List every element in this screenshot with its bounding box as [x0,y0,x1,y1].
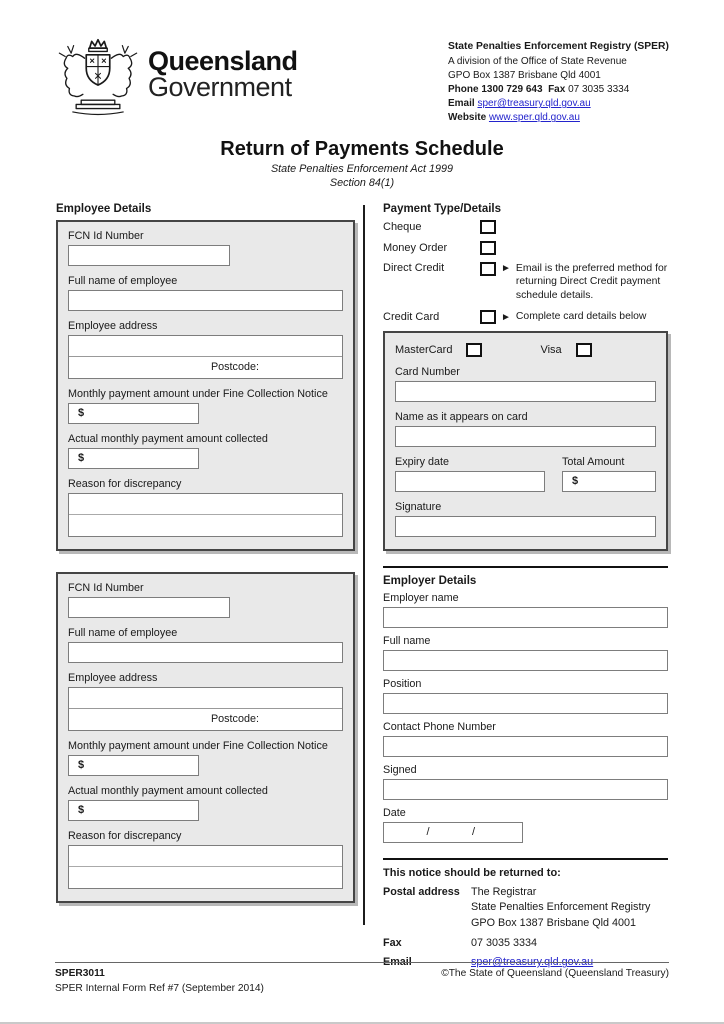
card-details-box [383,331,668,551]
signed-label: Signed [383,763,417,776]
employee-address-label: Employee address [68,671,158,684]
date-label: Date [383,806,406,819]
agency-email-link[interactable]: sper@treasury.qld.gov.au [477,98,591,110]
payment-column [383,203,668,971]
expiry-label: Expiry date [395,455,450,468]
monthly-amount-input-1[interactable] [68,403,199,424]
form-title: Return of Payments Schedule [220,137,504,160]
return-email-label: Email [383,956,412,969]
form-section: Section 84(1) [329,176,395,189]
return-fax-value: 07 3035 3334 [471,936,538,949]
agency-website-row [448,111,670,125]
employer-name-label: Employer name [383,591,459,604]
direct-credit-note: Email is the preferred method for returning Direct Credit payment schedule details. [515,262,668,302]
reason-label: Reason for discrepancy [68,477,182,490]
signature-input[interactable] [395,516,656,537]
payment-type-heading: Payment Type/Details [383,202,502,215]
phone-label: Phone [448,83,479,95]
cheque-checkbox[interactable] [480,220,496,234]
visa-label: Visa [540,343,562,356]
card-type-row [395,343,656,357]
employee-name-input-1[interactable] [68,290,343,311]
fax-label: Fax [548,83,566,95]
phone-number: 1300 729 643 [481,83,543,95]
employee-details-heading: Employee Details [56,202,152,215]
position-label: Position [383,677,422,690]
actual-amount-input-1[interactable] [68,448,199,469]
website-label: Website [448,112,487,124]
reason-line-2[interactable] [69,515,342,536]
card-number-input[interactable] [395,381,656,402]
return-notice-details [383,885,668,971]
logo-line-government: Government [148,72,292,103]
reason-input-1[interactable] [68,493,343,537]
employee-name-label: Full name of employee [68,626,178,639]
logo-wordmark [148,48,298,101]
expiry-input[interactable] [395,471,545,492]
currency-symbol: $ [78,804,85,817]
credit-card-label: Credit Card [383,310,440,323]
address-line-1[interactable] [69,336,342,357]
money-order-checkbox[interactable] [480,241,496,255]
monthly-amount-label: Monthly payment amount under Fine Collection Notice [68,739,328,752]
date-slash: / [426,826,430,839]
fax-number: 07 3035 3334 [568,83,630,95]
card-number-label: Card Number [395,365,460,378]
direct-credit-label: Direct Credit [383,261,445,274]
total-amount-input[interactable] [562,471,656,492]
actual-amount-label: Actual monthly payment amount collected [68,432,268,445]
postcode-label: Postcode: [210,361,259,374]
credit-card-checkbox[interactable] [480,310,496,324]
arrow-right-icon: ► [501,262,511,274]
employee-details-box-1 [56,220,355,551]
name-on-card-input[interactable] [395,426,656,447]
agency-contact-block [448,34,670,126]
postal-line-2: State Penalties Enforcement Registry [471,901,651,914]
employer-fullname-label: Full name [383,634,431,647]
contact-phone-input[interactable] [383,736,668,757]
fcn-label: FCN Id Number [68,229,144,242]
address-line-1[interactable] [69,688,342,709]
agency-email-row [448,97,670,111]
form-title-block [0,138,724,189]
reason-line-1[interactable] [69,494,342,515]
postal-line-3: GPO Box 1387 Brisbane Qld 4001 [471,917,637,930]
coat-of-arms-icon [56,34,140,116]
actual-amount-label: Actual monthly payment amount collected [68,784,268,797]
queensland-government-logo [56,34,298,126]
form-code: SPER3011 [55,968,105,979]
signature-label: Signature [395,500,442,513]
postal-address-label: Postal address [383,885,460,898]
employee-details-box-2 [56,572,355,903]
name-on-card-label: Name as it appears on card [395,410,528,423]
total-amount-column [562,447,656,492]
section-rule [383,566,668,568]
visa-checkbox[interactable] [576,343,592,357]
arrow-right-icon: ► [501,311,511,323]
employee-column [56,203,355,971]
payment-option-credit-card [383,310,668,324]
actual-amount-input-2[interactable] [68,800,199,821]
reason-line-1[interactable] [69,846,342,867]
employee-address-label: Employee address [68,319,158,332]
fcn-input-2[interactable] [68,597,230,618]
currency-symbol: $ [78,452,85,465]
monthly-amount-input-2[interactable] [68,755,199,776]
email-label: Email [448,98,475,110]
expiry-column [395,447,545,492]
form-body [56,203,668,971]
employer-details-heading: Employer Details [383,574,477,587]
employer-fullname-input[interactable] [383,650,668,671]
mastercard-label: MasterCard [395,343,453,356]
form-internal-ref: SPER Internal Form Ref #7 (September 2014) [55,982,264,994]
credit-card-note: Complete card details below [515,310,647,322]
fcn-input-1[interactable] [68,245,230,266]
reason-label: Reason for discrepancy [68,829,182,842]
date-input[interactable] [383,822,523,843]
direct-credit-checkbox[interactable] [480,262,496,276]
employee-address-input-1[interactable] [68,335,343,379]
employee-address-input-2[interactable] [68,687,343,731]
payment-option-cheque [383,220,668,234]
return-email-link[interactable]: sper@treasury.qld.gov.au [471,956,594,969]
return-notice-heading: This notice should be returned to: [383,866,561,879]
total-amount-label: Total Amount [562,455,625,468]
currency-symbol: $ [78,407,85,420]
monthly-amount-label: Monthly payment amount under Fine Collection Notice [68,387,328,400]
mastercard-checkbox[interactable] [466,343,482,357]
contact-phone-label: Contact Phone Number [383,720,496,733]
footer-form-ref [55,967,264,997]
postal-line-1: The Registrar [471,885,537,898]
fcn-label: FCN Id Number [68,581,144,594]
signed-input[interactable] [383,779,668,800]
employer-name-input[interactable] [383,607,668,628]
employee-name-label: Full name of employee [68,274,178,287]
currency-symbol: $ [572,475,579,488]
page-header [0,0,724,126]
address-postcode-row[interactable] [69,709,342,730]
date-slash: / [472,826,476,839]
column-divider [363,205,365,925]
payment-option-direct-credit [383,262,668,303]
reason-line-2[interactable] [69,867,342,888]
page-footer [55,962,669,997]
money-order-label: Money Order [383,241,448,254]
agency-name: State Penalties Enforcement Registry (SPER) [448,41,669,52]
agency-division: A division of the Office of State Revenue [448,55,627,67]
postal-address-value [471,885,668,932]
section-rule [383,858,668,860]
agency-phone-fax [448,83,670,97]
form-act: State Penalties Enforcement Act 1999 [270,162,454,175]
payment-option-money-order [383,241,668,255]
agency-website-link[interactable]: www.sper.qld.gov.au [488,112,580,124]
postcode-label: Postcode: [210,713,259,726]
reason-input-2[interactable] [68,845,343,889]
expiry-amount-row [395,447,656,492]
address-postcode-row[interactable] [69,357,342,378]
position-input[interactable] [383,693,668,714]
currency-symbol: $ [78,759,85,772]
employee-name-input-2[interactable] [68,642,343,663]
footer-copyright: ©The State of Queensland (Queensland Treasury) [441,968,669,979]
cheque-label: Cheque [383,220,422,233]
agency-address: GPO Box 1387 Brisbane Qld 4001 [448,69,601,81]
logo-line-queensland: Queensland [148,46,298,76]
return-fax-label: Fax [383,936,402,949]
